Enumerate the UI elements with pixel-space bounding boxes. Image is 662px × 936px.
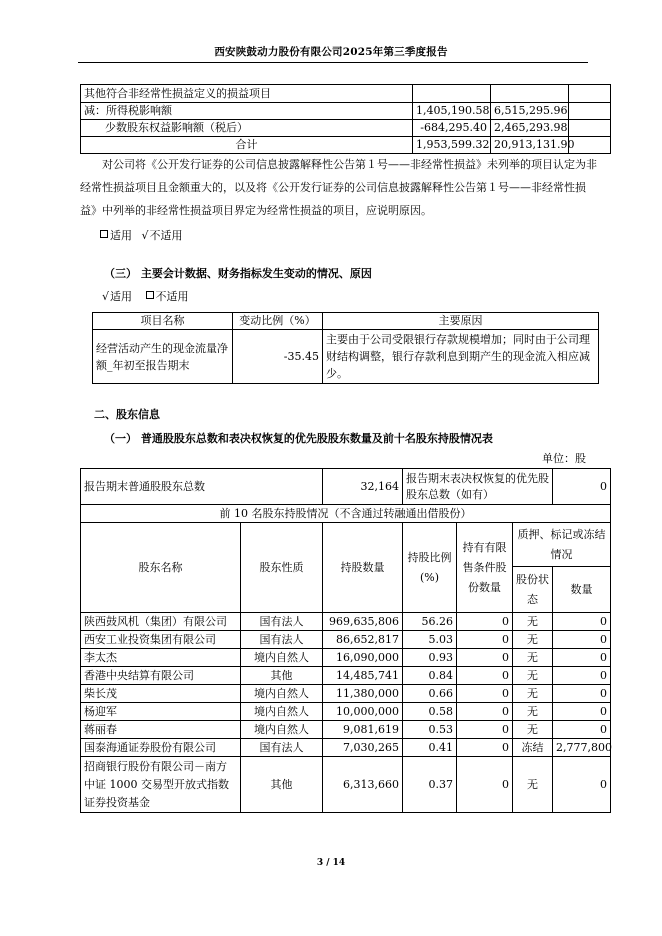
holder-restricted: 0	[457, 739, 513, 757]
table-row	[81, 739, 611, 757]
holder-nature: 国有法人	[241, 613, 323, 631]
col-header-ratio: 持股比例(%)	[403, 523, 457, 613]
holder-status: 无	[513, 667, 553, 685]
header-rule	[78, 62, 588, 63]
holder-name: 蒋丽春	[81, 721, 241, 739]
holder-shares: 969,635,806	[323, 613, 403, 631]
holder-status: 无	[513, 613, 553, 631]
row-label: 合计	[81, 137, 413, 154]
holder-shares: 9,081,619	[323, 721, 403, 739]
table-row	[81, 667, 611, 685]
holder-restricted: 0	[457, 667, 513, 685]
holder-status: 无	[513, 649, 553, 667]
holder-status: 冻结	[513, 739, 553, 757]
holder-name: 招商银行股份有限公司－南方中证 1000 交易型开放式指数证券投资基金	[81, 757, 241, 813]
checkmark-icon: √	[102, 290, 110, 303]
holder-ratio: 0.93	[403, 649, 457, 667]
holder-shares: 86,652,817	[323, 631, 403, 649]
holder-nature: 境内自然人	[241, 703, 323, 721]
holder-qty: 0	[553, 649, 611, 667]
holder-status: 无	[513, 703, 553, 721]
holder-nature: 境内自然人	[241, 649, 323, 667]
holder-ratio: 0.66	[403, 685, 457, 703]
change-ratio: -35.45	[233, 330, 323, 384]
preferred-holders-label: 报告期末表决权恢复的优先股股东总数（如有）	[403, 469, 553, 505]
holder-qty: 0	[553, 721, 611, 739]
nonrecurring-table	[80, 84, 611, 154]
ytd-value: 6,515,295.96	[491, 103, 569, 120]
col-header-nature: 股东性质	[241, 523, 323, 613]
holder-nature: 其他	[241, 667, 323, 685]
holder-name: 香港中央结算有限公司	[81, 667, 241, 685]
applicability-line-2: √适用 不适用	[102, 290, 189, 303]
checkmark-icon: √	[141, 229, 149, 242]
holder-qty: 0	[553, 631, 611, 649]
table-row	[93, 330, 599, 384]
table-row	[81, 137, 611, 154]
holder-restricted: 0	[457, 757, 513, 813]
holder-qty: 0	[553, 667, 611, 685]
holder-status: 无	[513, 721, 553, 739]
holder-ratio: 0.37	[403, 757, 457, 813]
table-header-row	[93, 313, 599, 330]
holder-qty: 0	[553, 703, 611, 721]
table-row	[81, 613, 611, 631]
holder-name: 国泰海通证券股份有限公司	[81, 739, 241, 757]
holder-restricted: 0	[457, 649, 513, 667]
ytd-value: 2,465,293.98	[491, 120, 569, 137]
holder-restricted: 0	[457, 613, 513, 631]
col-header-item: 项目名称	[93, 313, 233, 330]
table-row	[81, 631, 611, 649]
unit-label: 单位：股	[542, 452, 586, 465]
table-row	[81, 721, 611, 739]
holder-name: 李太杰	[81, 649, 241, 667]
holder-ratio: 0.84	[403, 667, 457, 685]
change-table	[92, 312, 599, 384]
section-subheading: （一） 普通股股东总数和表决权恢复的优先股股东数量及前十名股东持股情况表	[104, 432, 493, 445]
col-header-shares: 持股数量	[323, 523, 403, 613]
common-holders-value: 32,164	[323, 469, 403, 505]
item-name: 经营活动产生的现金流量净额_年初至报告期末	[93, 330, 233, 384]
holder-ratio: 56.26	[403, 613, 457, 631]
holder-restricted: 0	[457, 631, 513, 649]
holder-qty: 2,777,800	[553, 739, 611, 757]
col-header-pledge-status: 股份状态	[513, 567, 553, 613]
table-header-row	[81, 523, 611, 567]
holder-nature: 国有法人	[241, 631, 323, 649]
col-header-restricted: 持有有限售条件股份数量	[457, 523, 513, 613]
holder-status: 无	[513, 685, 553, 703]
caption-row	[81, 505, 611, 523]
row-label: 少数股东权益影响额（税后）	[81, 120, 413, 137]
holder-nature: 境内自然人	[241, 721, 323, 739]
holder-qty: 0	[553, 757, 611, 813]
holder-name: 杨迎军	[81, 703, 241, 721]
holder-qty: 0	[553, 613, 611, 631]
preferred-holders-value: 0	[553, 469, 611, 505]
row-label: 其他符合非经常性损益定义的损益项目	[81, 85, 413, 103]
col-header-reason: 主要原因	[323, 313, 599, 330]
nonrecurring-note: 对公司将《公开发行证券的公司信息披露解释性公告第１号——非经常性损益》未列举的项目认定为非经常性损益项目且金额重大的，以及将《公开发行证券的公司信息披露解释性公告第１号——非经常性损益》中列举的非经常性损益项目界定为经常性损益的项目，应说明原因。	[80, 158, 597, 217]
holder-nature: 境内自然人	[241, 685, 323, 703]
holder-qty: 0	[553, 685, 611, 703]
holder-nature: 其他	[241, 757, 323, 813]
holder-nature: 国有法人	[241, 739, 323, 757]
applicability-line-1: 适用 √不适用	[100, 228, 183, 244]
holder-name: 西安工业投资集团有限公司	[81, 631, 241, 649]
current-value: 1,405,190.58	[413, 103, 491, 120]
table-row	[81, 703, 611, 721]
change-reason: 主要由于公司受限银行存款规模增加；同时由于公司理财结构调整，银行存款利息到期产生的现金流入相应减少。	[323, 330, 599, 384]
holder-shares: 14,485,741	[323, 667, 403, 685]
page-header-title: 西安陕鼓动力股份有限公司2025年第三季度报告	[214, 46, 448, 58]
holder-name: 陕西鼓风机（集团）有限公司	[81, 613, 241, 631]
col-header-pledge-qty: 数量	[553, 567, 611, 613]
unchecked-box-icon	[100, 230, 108, 238]
table-row	[81, 649, 611, 667]
holder-shares: 10,000,000	[323, 703, 403, 721]
holder-status: 无	[513, 631, 553, 649]
holder-restricted: 0	[457, 721, 513, 739]
section-title: 二、股东信息	[94, 408, 160, 421]
table-row	[81, 120, 611, 137]
holder-ratio: 0.58	[403, 703, 457, 721]
col-header-name: 股东名称	[81, 523, 241, 613]
holder-shares: 16,090,000	[323, 649, 403, 667]
holder-shares: 11,380,000	[323, 685, 403, 703]
holder-name: 柴长茂	[81, 685, 241, 703]
holder-ratio: 0.41	[403, 739, 457, 757]
unchecked-box-icon	[146, 291, 154, 299]
summary-row	[81, 469, 611, 505]
table-row	[81, 85, 611, 103]
top10-caption: 前 10 名股东持股情况（不含通过转融通出借股份）	[81, 505, 611, 523]
current-value: -684,295.40	[413, 120, 491, 137]
ytd-value: 20,913,131.90	[491, 137, 569, 154]
holder-ratio: 5.03	[403, 631, 457, 649]
current-value: 1,953,599.32	[413, 137, 491, 154]
holder-shares: 7,030,265	[323, 739, 403, 757]
holder-restricted: 0	[457, 703, 513, 721]
page-number: 3 / 14	[316, 858, 346, 868]
holder-status: 无	[513, 757, 553, 813]
holder-ratio: 0.53	[403, 721, 457, 739]
section3-heading: （三） 主要会计数据、财务指标发生变动的情况、原因	[104, 267, 372, 280]
table-row	[81, 757, 611, 813]
common-holders-label: 报告期末普通股股东总数	[81, 469, 323, 505]
row-label: 减：所得税影响额	[81, 103, 413, 120]
shareholder-table	[80, 468, 611, 813]
col-header-pledge-group: 质押、标记或冻结情况	[513, 523, 611, 567]
col-header-ratio: 变动比例（%）	[233, 313, 323, 330]
holder-shares: 6,313,660	[323, 757, 403, 813]
table-row	[81, 103, 611, 120]
table-row	[81, 685, 611, 703]
holder-restricted: 0	[457, 685, 513, 703]
